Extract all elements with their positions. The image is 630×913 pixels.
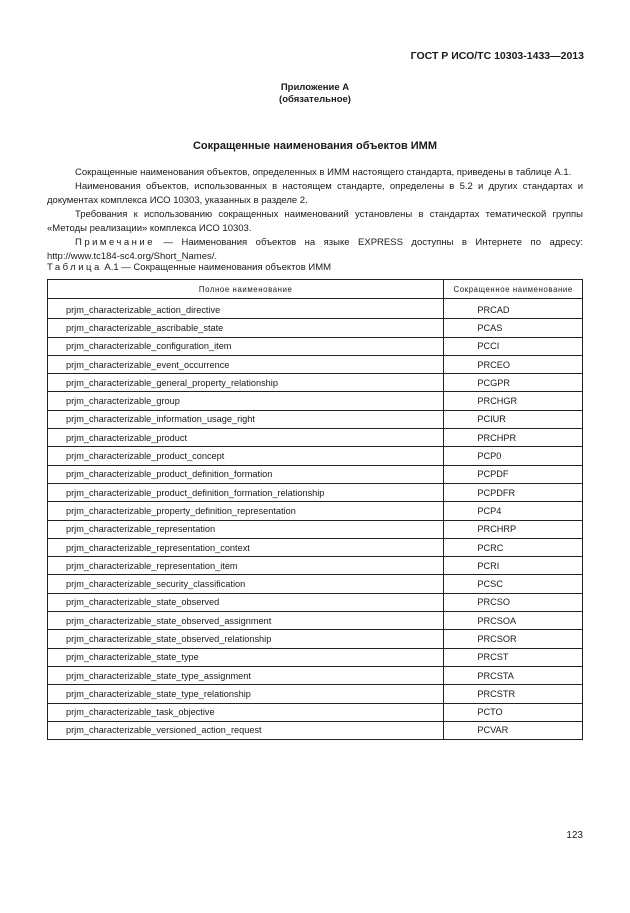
short-name-cell: PRCAD [444, 299, 583, 319]
table-caption-text: А.1 — Сокращенные наименования объектов ИММ [101, 262, 332, 273]
table-row [48, 630, 583, 648]
full-name-cell: prjm_characterizable_product_definition_formation [48, 465, 444, 483]
short-name-cell: PRCST [444, 648, 583, 666]
table-row [48, 465, 583, 483]
full-name-cell: prjm_characterizable_state_observed_relationship [48, 630, 444, 648]
full-name-cell: prjm_characterizable_representation_context [48, 538, 444, 556]
full-name-cell: prjm_characterizable_state_type_relationship [48, 685, 444, 703]
short-name-cell: PCGPR [444, 374, 583, 392]
full-name-cell: prjm_characterizable_product_definition_formation_relationship [48, 483, 444, 501]
full-name-cell: prjm_characterizable_information_usage_right [48, 410, 444, 428]
full-name-cell: prjm_characterizable_state_type_assignment [48, 666, 444, 684]
table-row [48, 319, 583, 337]
table-header-row [48, 280, 583, 299]
table-row [48, 593, 583, 611]
full-name-cell: prjm_characterizable_state_observed_assignment [48, 612, 444, 630]
paragraph-3: Требования к использованию сокращенных наименований установлены в стандартах тематической группы «Методы реализации» комплекса ИСО 10303. [47, 209, 583, 234]
full-name-cell: prjm_characterizable_configuration_item [48, 337, 444, 355]
table-row [48, 703, 583, 721]
table-row [48, 557, 583, 575]
full-name-cell: prjm_characterizable_event_occurrence [48, 355, 444, 373]
note-paragraph [47, 236, 583, 264]
paragraph-1: Сокращенные наименования объектов, определенных в ИММ настоящего стандарта, приведены в таблице А.1. [75, 167, 572, 178]
table-row [48, 538, 583, 556]
table-row [48, 299, 583, 319]
short-name-cell: PRCSOR [444, 630, 583, 648]
short-name-cell: PRCSTR [444, 685, 583, 703]
table-row [48, 374, 583, 392]
short-name-cell: PCTO [444, 703, 583, 721]
table-row [48, 355, 583, 373]
document-code: ГОСТ Р ИСО/ТС 10303-1433—2013 [410, 50, 584, 62]
body-text [47, 166, 583, 264]
note-label: Примечание [75, 237, 155, 248]
short-name-cell: PCPDF [444, 465, 583, 483]
short-name-cell: PCRI [444, 557, 583, 575]
short-name-cell: PCPDFR [444, 483, 583, 501]
short-name-cell: PCRC [444, 538, 583, 556]
abbreviations-table [47, 279, 583, 740]
appendix-subtitle: (обязательное) [279, 94, 351, 105]
table-row [48, 429, 583, 447]
full-name-cell: prjm_characterizable_task_objective [48, 703, 444, 721]
full-name-cell: prjm_characterizable_representation [48, 520, 444, 538]
full-name-cell: prjm_characterizable_representation_item [48, 557, 444, 575]
table-row [48, 410, 583, 428]
table-caption [47, 262, 331, 273]
table-caption-label: Таблица [47, 262, 102, 273]
table-row [48, 483, 583, 501]
short-name-cell: PRCEO [444, 355, 583, 373]
table-row [48, 612, 583, 630]
section-title: Сокращенные наименования объектов ИММ [192, 140, 438, 152]
short-name-cell: PRCSO [444, 593, 583, 611]
appendix-title: Приложение А [280, 82, 350, 93]
short-name-cell: PCP4 [444, 502, 583, 520]
table-row [48, 447, 583, 465]
short-name-cell: PRCHPR [444, 429, 583, 447]
table-row [48, 721, 583, 739]
table-row [48, 337, 583, 355]
full-name-cell: prjm_characterizable_ascribable_state [48, 319, 444, 337]
table-row [48, 666, 583, 684]
short-name-cell: PRCHRP [444, 520, 583, 538]
full-name-cell: prjm_characterizable_product [48, 429, 444, 447]
header-short-name: Сокращенное наименование [444, 280, 583, 299]
table-row [48, 392, 583, 410]
full-name-cell: prjm_characterizable_property_definition_representation [48, 502, 444, 520]
note-text: — Наименования объектов на языке EXPRESS доступны в Интернете по адресу: http://www.tc184-sc4.org/Short_Names/. [47, 237, 583, 262]
full-name-cell: prjm_characterizable_security_classification [48, 575, 444, 593]
short-name-cell: PRCSTA [444, 666, 583, 684]
table-row [48, 520, 583, 538]
short-name-cell: PRCHGR [444, 392, 583, 410]
table-row [48, 575, 583, 593]
full-name-cell: prjm_characterizable_versioned_action_request [48, 721, 444, 739]
paragraph-2: Наименования объектов, использованных в настоящем стандарте, определены в 5.2 и других стандартах и документах комплекса ИСО 10303, указанных в разделе 2. [47, 181, 583, 206]
full-name-cell: prjm_characterizable_product_concept [48, 447, 444, 465]
full-name-cell: prjm_characterizable_state_observed [48, 593, 444, 611]
short-name-cell: PRCSOA [444, 612, 583, 630]
table-row [48, 685, 583, 703]
short-name-cell: PCP0 [444, 447, 583, 465]
appendix-heading [0, 82, 630, 106]
full-name-cell: prjm_characterizable_state_type [48, 648, 444, 666]
short-name-cell: PCAS [444, 319, 583, 337]
full-name-cell: prjm_characterizable_group [48, 392, 444, 410]
page-number: 123 [566, 830, 583, 841]
full-name-cell: prjm_characterizable_action_directive [48, 299, 444, 319]
table-row [48, 648, 583, 666]
header-full-name: Полное наименование [48, 280, 444, 299]
table-row [48, 502, 583, 520]
short-name-cell: PCSC [444, 575, 583, 593]
full-name-cell: prjm_characterizable_general_property_relationship [48, 374, 444, 392]
short-name-cell: PCVAR [444, 721, 583, 739]
short-name-cell: PCCI [444, 337, 583, 355]
short-name-cell: PCIUR [444, 410, 583, 428]
